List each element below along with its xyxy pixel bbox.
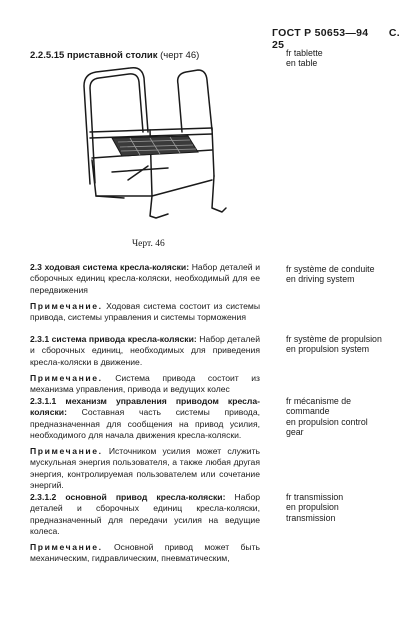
equivalent-en: en driving system — [286, 274, 355, 285]
term-number: 2.3.1 — [30, 334, 50, 344]
entry-definition: 2.3.1 система привода кресла-коляски: Набор деталей и сборочных единиц, необходимых для приведения кресла-коляски в движение. — [30, 334, 260, 367]
table-top — [112, 136, 198, 156]
entry-definition: 2.3 ходовая система кресла-коляски: Набор деталей и сборочных единиц кресла-коляски, необходимый для ее передвижения — [30, 262, 261, 295]
term-number: 2.2.5.15 — [30, 50, 65, 61]
entry-2-3-1-2-equivalents — [286, 492, 386, 523]
definition-text: Набор деталей и сборочных единиц, необходимых для приведения кресла-коляски в движение. — [30, 334, 260, 367]
definition-text: Набор деталей и сборочных единиц кресла-коляски, предназначенный для передачи усилия на ведущие колеса. — [30, 492, 260, 536]
entry-2-3-1-equivalents — [286, 334, 386, 355]
standard-number: ГОСТ Р 50653—94 — [272, 27, 369, 39]
equivalent-fr: fr transmission — [286, 492, 344, 502]
entry-note — [30, 373, 260, 396]
definition-text: Составная часть системы привода, предназначенная для сообщения на привод усилия, необходимого для начала движения кресла-коляски. — [30, 407, 260, 440]
note-text: Источником усилия может служить мускульная энергия пользователя, а также любая другая энергия, контролируемая пользователем или сочетание энергий. — [30, 446, 260, 491]
equivalent-fr: fr système de conduite — [286, 264, 375, 274]
equivalent-fr: fr mécanisme de commande — [286, 396, 352, 417]
term-number: 2.3 — [30, 262, 42, 272]
equivalent-en: en table — [286, 58, 318, 69]
term-number: 2.3.1.2 — [30, 492, 57, 502]
entry-note — [30, 301, 260, 324]
equivalent-fr: fr tablette — [286, 48, 323, 58]
equivalent-en: en propulsion transmission — [286, 502, 339, 523]
entry-2-3-1 — [30, 334, 260, 395]
entry-2-3-equivalents — [286, 264, 375, 285]
note-text: Система привода состоит из механизма управления, привода и ведущих колес — [30, 372, 260, 395]
entry-2-3-1-1 — [30, 396, 260, 491]
equivalent-fr: fr système de propulsion — [286, 334, 382, 344]
note-label: Примечание. — [30, 300, 103, 311]
equivalent-en: en propulsion control gear — [286, 416, 368, 437]
note-label: Примечание. — [30, 446, 103, 457]
definition-text: Набор деталей и сборочных единиц кресла-коляски, необходимый для ее передвижения — [30, 262, 261, 295]
entry-definition: 2.3.1.2 основной привод кресла-коляски: Набор деталей и сборочных единиц кресла-коляски, предназначенный для передачи усилия на ведущие колеса. — [30, 492, 260, 536]
term-name: система привода кресла-коляски — [51, 334, 194, 344]
term-name: приставной столик — [66, 50, 158, 61]
note-text: Ходовая система состоит из системы привода, системы управления и системы торможения — [30, 300, 261, 323]
entry-2-3 — [30, 262, 260, 323]
term-number: 2.3.1.1 — [30, 396, 57, 406]
term-name: механизм управления приводом кресла-коляски — [30, 396, 261, 418]
term-name: ходовая система кресла-коляски — [44, 262, 187, 272]
page-number: С. 25 — [272, 27, 400, 51]
entry-2-3-1-2 — [30, 492, 260, 565]
figure-caption: Черт. 46 — [132, 239, 165, 249]
entry-note — [30, 542, 260, 565]
note-label: Примечание. — [30, 372, 103, 383]
entry-2-3-1-1-equivalents — [286, 396, 386, 437]
note-text: Основной привод может быть механическим, гидравлическим, пневматическим, — [30, 542, 260, 564]
entry-definition: 2.3.1.1 механизм управления приводом кресла-коляски: Составная часть системы привода, предназначенная для сообщения на привод усилия, необходимого для начала движения кресла-коляски. — [30, 396, 261, 440]
entry-note — [30, 446, 260, 491]
figure-ref: (черт 46) — [160, 50, 200, 61]
term-name: основной привод кресла-коляски — [65, 492, 223, 502]
note-label: Примечание. — [30, 542, 103, 553]
equivalent-en: en propulsion system — [286, 344, 370, 355]
